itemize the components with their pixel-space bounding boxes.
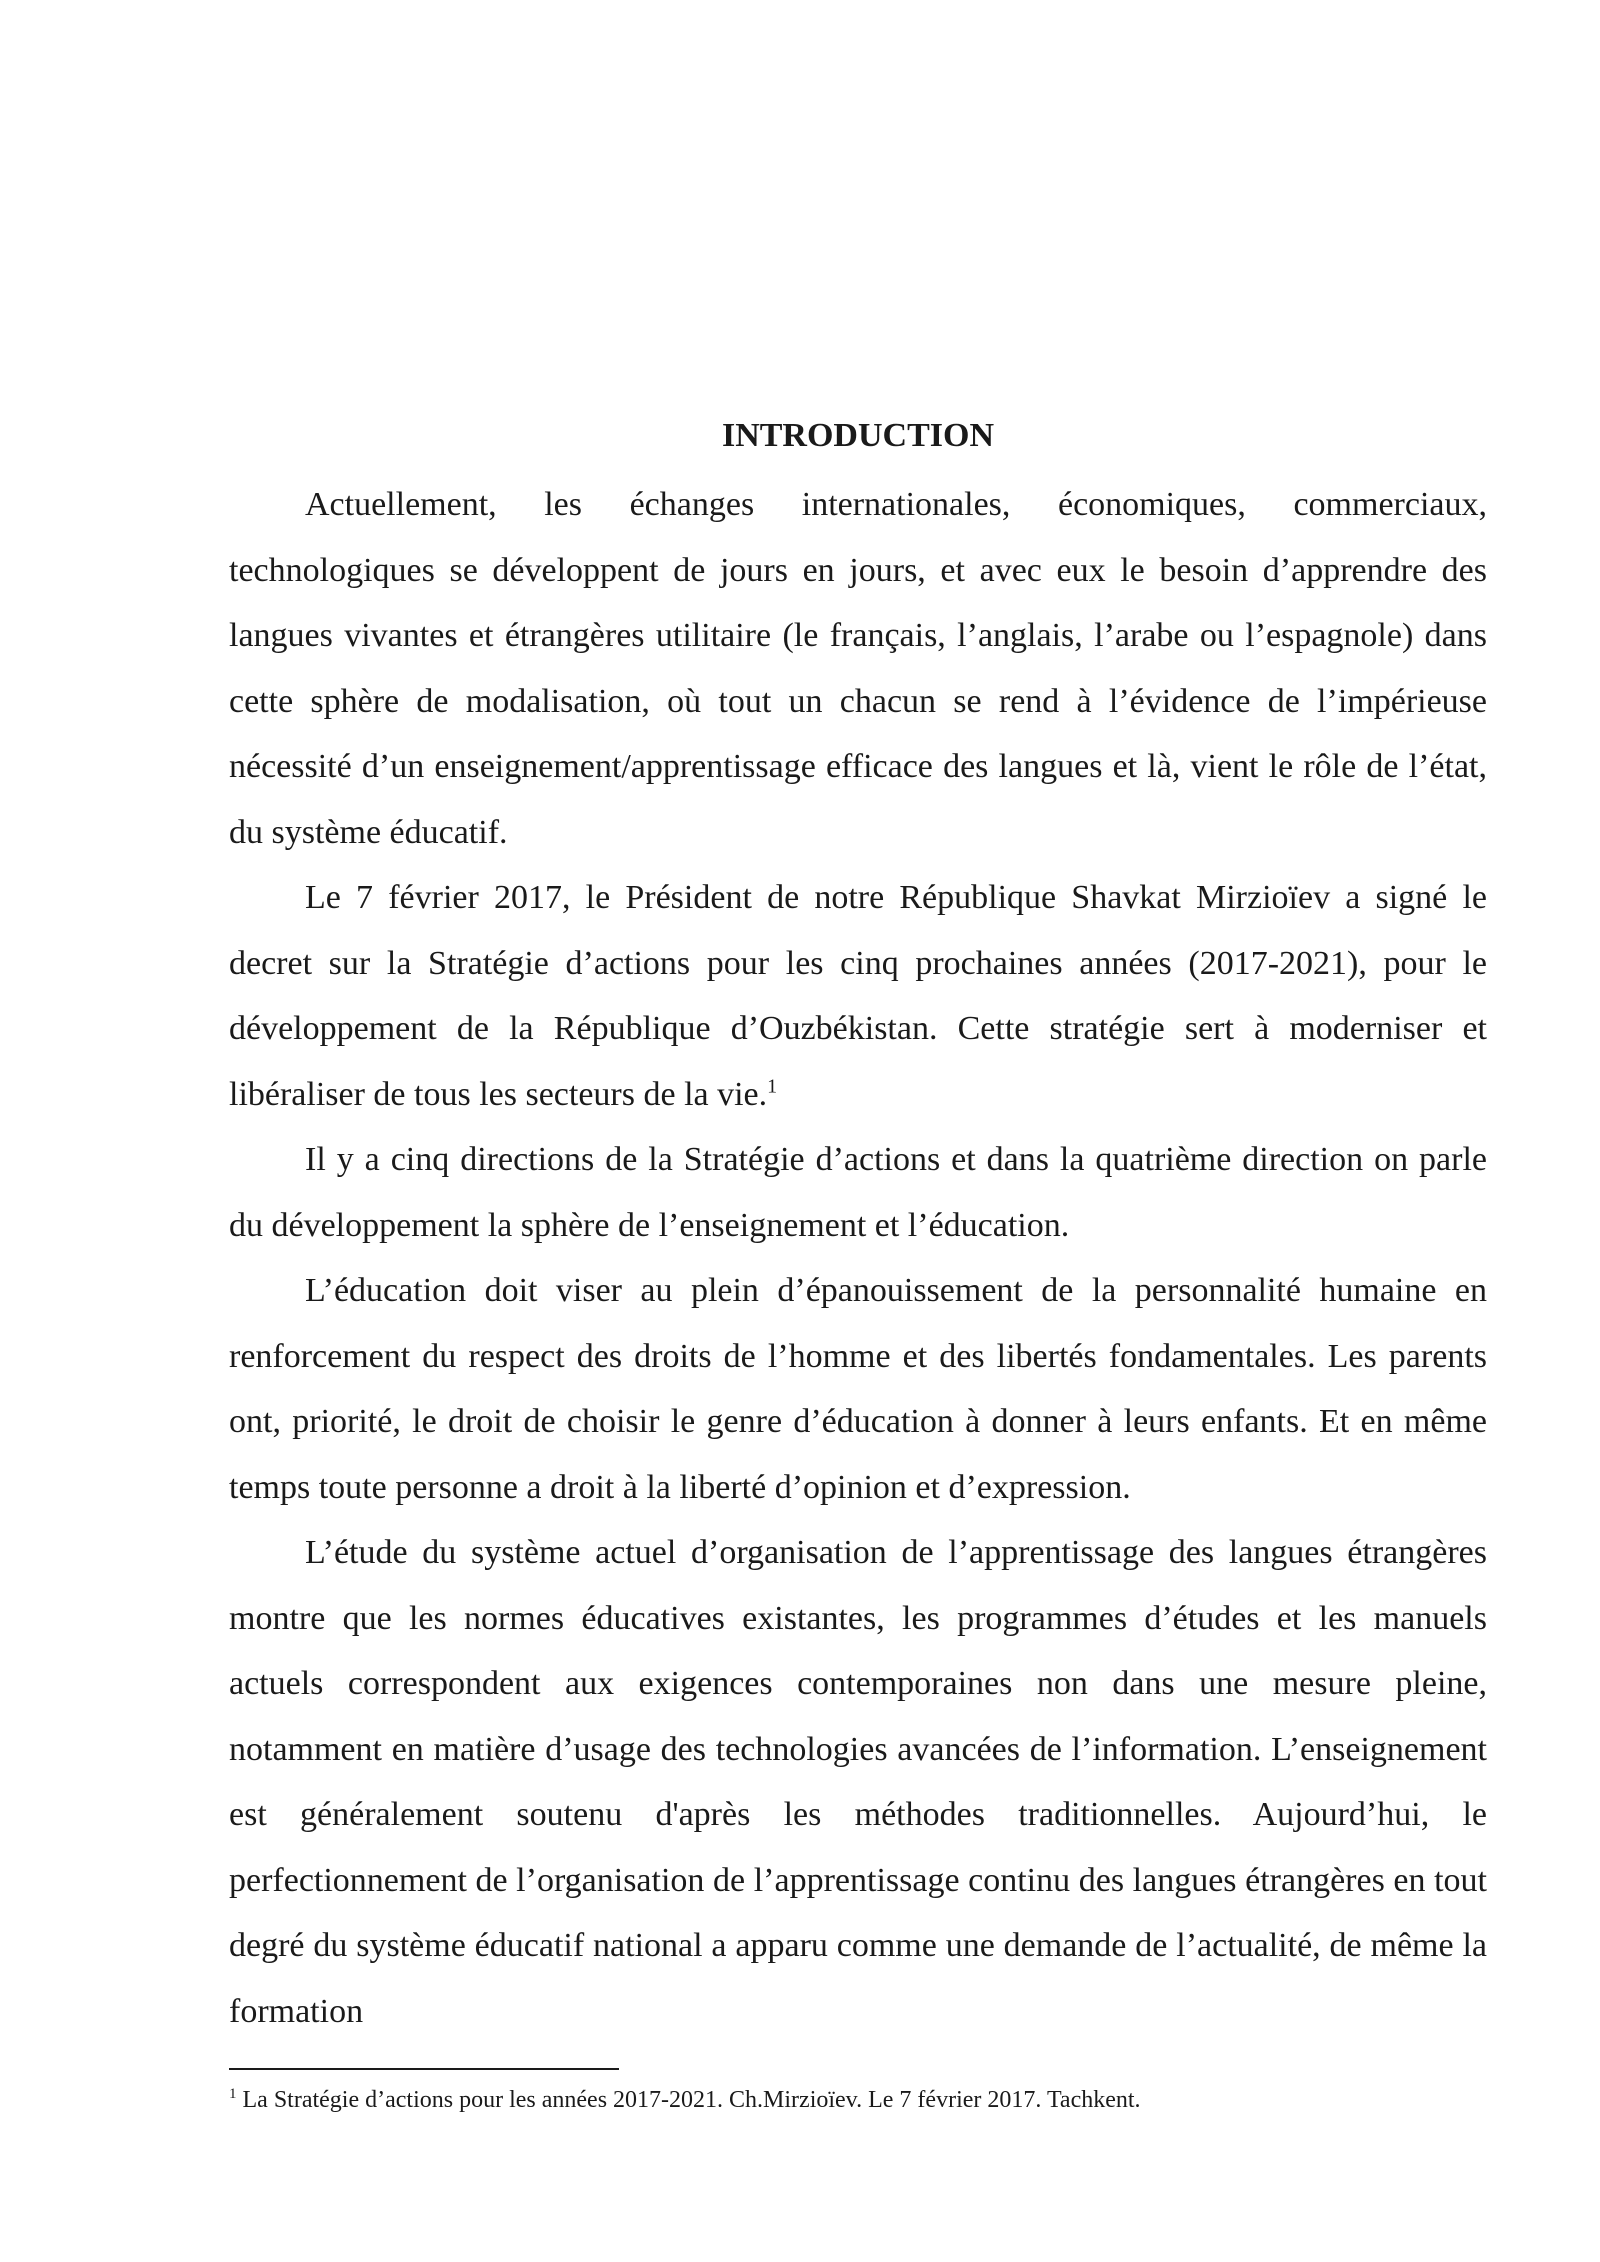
- footnote: [229, 2084, 1487, 2116]
- paragraph-5: L’étude du système actuel d’organisation de l’apprentissage des langues étrangères montre que les normes éducatives existantes, les programmes d’études et les manuels actuels correspondent aux exigences contemporaines non dans une mesure pleine, notamment en matière d’usage des technologies avancées de l’information. L’enseignement est généralement soutenu d'après les méthodes traditionnelles. Aujourd’hui, le perfectionnement de l’organisation de l’apprentissage continu des langues étrangères en tout degré du système éducatif national a apparu comme une demande de l’actualité, de même la formation: [229, 1534, 1487, 2030]
- page-title: INTRODUCTION: [721, 417, 995, 454]
- footnote-reference[interactable]: 1: [767, 1075, 778, 1098]
- footnote-divider: [229, 2068, 619, 2070]
- footnote-text: La Stratégie d’actions pour les années 2017-2021. Ch.Mirzioïev. Le 7 février 2017. Tachkent.: [236, 2087, 1141, 2113]
- footnote-number: 1: [229, 2086, 237, 2102]
- document-body: [229, 410, 1487, 2044]
- paragraph-4: L’éducation doit viser au plein d’épanouissement de la personnalité humaine en renforcement du respect des droits de l’homme et des libertés fondamentales. Les parents ont, priorité, le droit de choisir le genre d’éducation à donner à leurs enfants. Et en même temps toute personne a droit à la liberté d’opinion et d’expression.: [229, 1272, 1487, 1506]
- paragraph-1: Actuellement, les échanges internationales, économiques, commerciaux, technologiques se développent de jours en jours, et avec eux le besoin d’apprendre des langues vivantes et étrangères utilitaire (le français, l’anglais, l’arabe ou l’espagnole) dans cette sphère de modalisation, où tout un chacun se rend à l’évidence de l’impérieuse nécessité d’un enseignement/apprentissage efficace des langues et là, vient le rôle de l’état, du système éducatif.: [229, 486, 1487, 851]
- paragraph-2: [229, 865, 1487, 1127]
- paragraph-3: Il y a cinq directions de la Stratégie d’actions et dans la quatrième direction on parle du développement la sphère de l’enseignement et l’éducation.: [229, 1141, 1487, 1244]
- paragraph-2-text: Le 7 février 2017, le Président de notre République Shavkat Mirzioïev a signé le decret sur la Stratégie d’actions pour les cinq prochaines années (2017-2021), pour le développement de la République d’Ouzbékistan. Cette stratégie sert à moderniser et libéraliser de tous les secteurs de la vie.: [229, 879, 1487, 1113]
